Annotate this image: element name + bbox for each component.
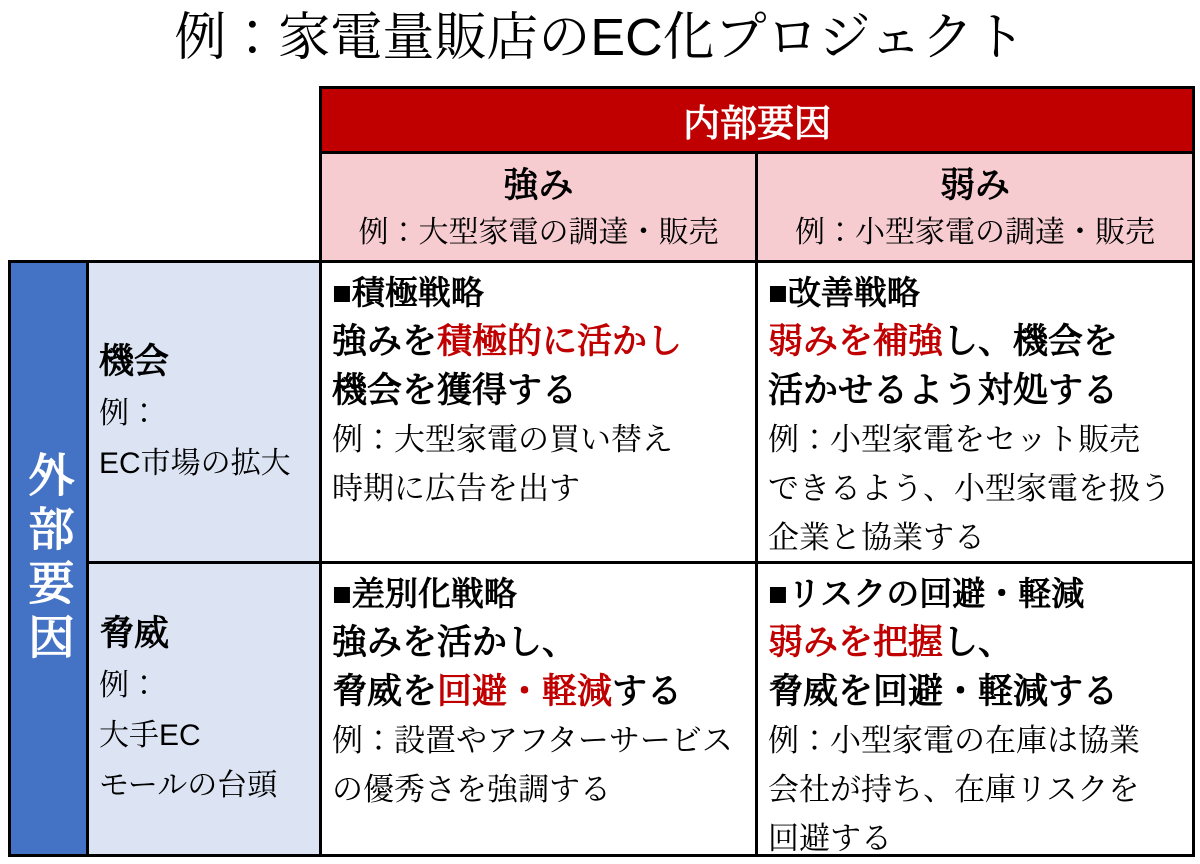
strengths-column-header — [322, 154, 755, 260]
cell-threat-weakness — [758, 564, 1192, 854]
weaknesses-column-header — [758, 154, 1192, 260]
cell-threat-strength-example: 例：設置やアフターサービス の優秀さを強調する — [332, 723, 733, 807]
cell-opportunity-weakness-strategy-1: 弱みを補強し、機会を — [768, 322, 1119, 361]
cell-opportunity-strength-strategy-1: 強みを積極的に活かし — [332, 322, 683, 361]
cell-opportunity-strength-example: 例：大型家電の買い替え 時期に広告を出す — [332, 422, 673, 506]
cell-opportunity-weakness-strategy-2: 活かせるよう対処する — [768, 371, 1119, 410]
cell-opportunity-strength — [322, 263, 755, 561]
opportunities-row-header — [89, 263, 319, 561]
cell-opportunity-strength-strategy-2: 機会を獲得する — [332, 371, 578, 410]
strengths-label: 強み — [503, 166, 574, 205]
cell-threat-strength-strategy-2: 脅威を回避・軽減する — [332, 672, 683, 711]
opportunities-example: 例： EC市場の拡大 — [99, 397, 291, 480]
cell-opportunity-strength-heading: ■積極戦略 — [332, 274, 484, 311]
threats-row-header — [89, 564, 319, 854]
cell-threat-strength-heading: ■差別化戦略 — [332, 575, 517, 612]
cell-threat-strength — [322, 564, 755, 854]
threats-label: 脅威 — [99, 614, 170, 653]
external-factors-header: 外部要因 — [11, 263, 86, 854]
external-factors-table — [8, 260, 1195, 857]
cell-opportunity-weakness-example: 例：小型家電をセット販売 できるよう、小型家電を扱う 企業と協業する — [768, 422, 1171, 555]
cell-opportunity-weakness-heading: ■改善戦略 — [768, 274, 920, 311]
internal-factors-table — [319, 86, 1195, 263]
cell-threat-weakness-strategy-1: 弱みを把握し、 — [768, 623, 1014, 662]
cell-threat-weakness-strategy-2: 脅威を回避・軽減する — [768, 672, 1119, 711]
cell-threat-weakness-heading: ■リスクの回避・軽減 — [768, 575, 1085, 612]
cell-threat-weakness-example: 例：小型家電の在庫は協業 会社が持ち、在庫リスクを 回避する — [768, 723, 1140, 854]
internal-factors-header: 内部要因 — [322, 89, 1192, 151]
opportunities-label: 機会 — [99, 342, 170, 381]
page-title: 例：家電量販店のEC化プロジェクト — [174, 9, 1026, 67]
weaknesses-example: 例：小型家電の調達・販売 — [795, 216, 1155, 249]
cell-threat-strength-strategy-1: 強みを活かし、 — [332, 623, 578, 662]
strengths-example: 例：大型家電の調達・販売 — [358, 216, 719, 249]
threats-example: 例： 大手EC モールの台頭 — [99, 669, 278, 802]
weaknesses-label: 弱み — [939, 166, 1010, 205]
cell-opportunity-weakness — [758, 263, 1192, 561]
